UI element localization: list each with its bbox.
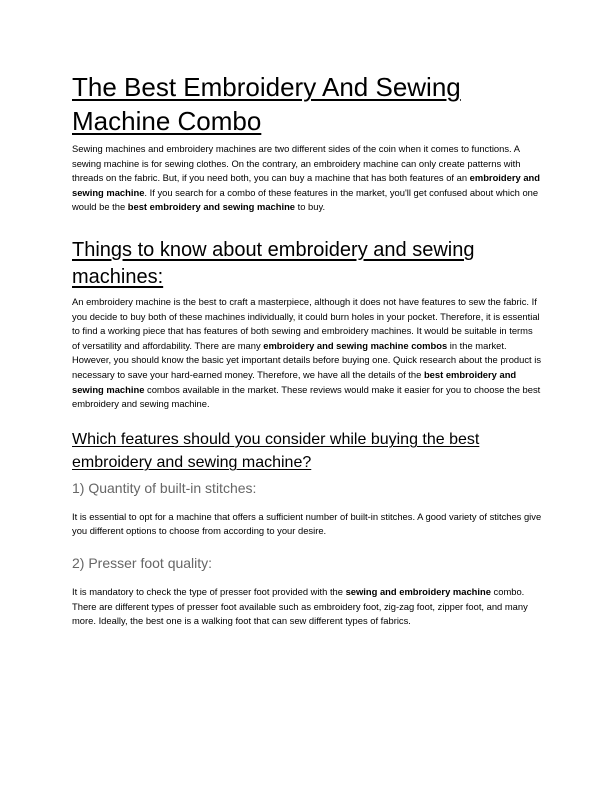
text-run: to buy.	[295, 201, 326, 213]
section-paragraph	[72, 295, 542, 412]
intro-paragraph	[72, 142, 542, 215]
feature-paragraph	[72, 585, 542, 629]
feature-paragraph	[72, 510, 542, 539]
bold-text-run: best embroidery and sewing machine	[72, 368, 517, 395]
document-title: The Best Embroidery And Sewing Machine Combo	[72, 72, 461, 136]
text-run: Sewing machines and embroidery machines are two different sides of the coin when it comes to functions. A sewing machine is for sewing clothes. On the contrary, an embroidery machine can only create patterns with threads on the fabric. But, if you need both, you can buy a machine that has both features of an	[72, 143, 521, 184]
bold-text-run: best embroidery and sewing machine	[127, 201, 296, 213]
text-run: It is mandatory to check the type of presser foot provided with the	[72, 585, 346, 597]
feature-heading: 2) Presser foot quality:	[72, 554, 213, 571]
bold-text-run: embroidery and sewing machine	[72, 172, 540, 198]
document-page	[72, 70, 542, 629]
text-run: It is essential to opt for a machine that offers a sufficient number of built-in stitches. A good variety of stitches give you different options to choose from according to your desire.	[72, 510, 542, 537]
text-run: . If you search for a combo of these features in the market, you'll get confused about which one would be the	[72, 186, 539, 213]
text-run: in the market. However, you should know the basic yet important details before buying one. Quick research about the product is necessary to save your hard-earned money. Therefore, we have all the details of the	[72, 339, 542, 380]
text-run: An embroidery machine is the best to craft a masterpiece, although it does not have features to sew the fabric. If you decide to buy both of these machines individually, it could burn holes in your pocket. Therefore, it is essential to find a working piece that has features of both sewing and embroidery machines. It would be suitable in terms of versatility and affordability. There are many	[72, 295, 540, 351]
subsection-heading: Which features should you consider while buying the best embroidery and sewing machine?	[72, 430, 480, 471]
text-run: combos available in the market. These reviews would make it easier for you to choose the best embroidery and sewing machine.	[72, 383, 541, 410]
text-run: combo. There are different types of presser foot available such as embroidery foot, zig-zag foot, zipper foot, and many more. Ideally, the best one is a walking foot that can sew different types of fabrics.	[72, 585, 528, 627]
bold-text-run: embroidery and sewing machine combos	[263, 339, 448, 351]
section-heading: Things to know about embroidery and sewing machines:	[72, 238, 475, 288]
feature-heading: 1) Quantity of built-in stitches:	[72, 479, 257, 496]
bold-text-run: sewing and embroidery machine	[345, 585, 491, 597]
